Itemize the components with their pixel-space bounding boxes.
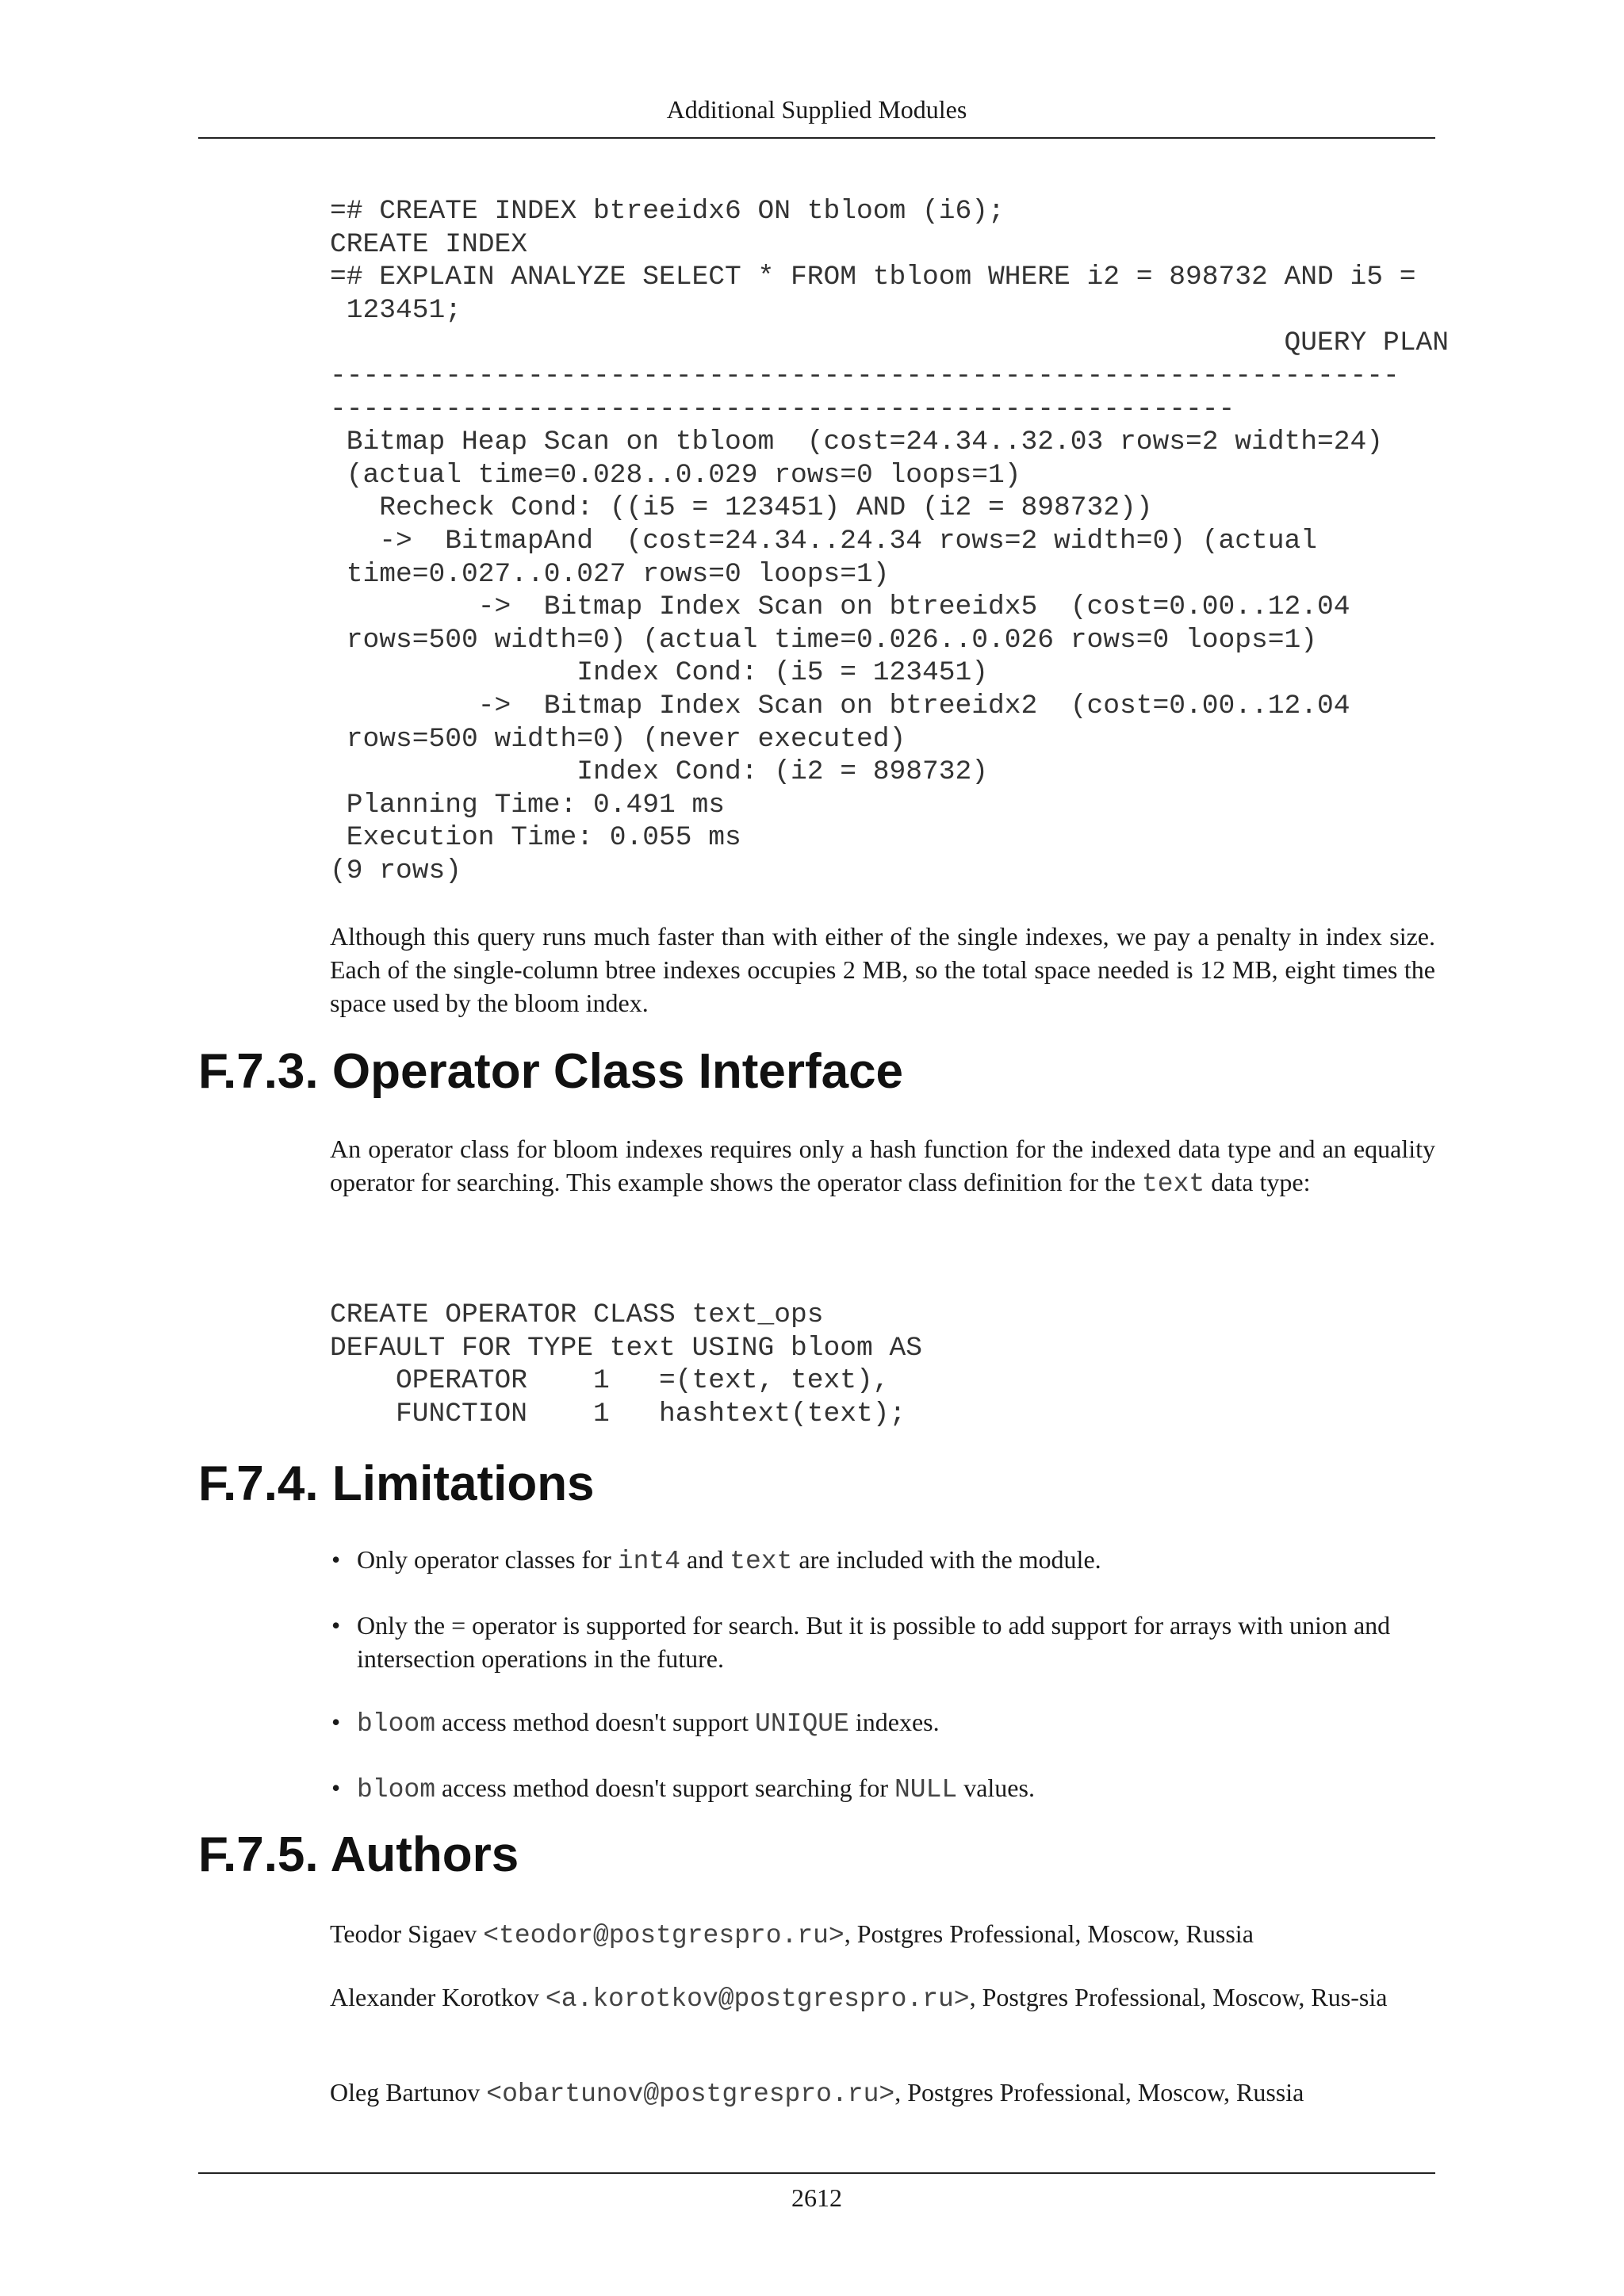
create-operator-class-code-block: CREATE OPERATOR CLASS text_ops DEFAULT FOR TYPE text USING bloom AS OPERATOR 1 =(text, text), FUNCTION 1 hashtext(text); xyxy=(330,1299,923,1429)
list-item xyxy=(330,1543,1435,1578)
page-number: 2612 xyxy=(791,2183,842,2212)
limitation-3-text-a: access method doesn't support xyxy=(435,1708,756,1736)
limitation-4-text-b: values. xyxy=(957,1774,1035,1802)
author-entry-sigaev xyxy=(330,1917,1435,1953)
author-affiliation: , Postgres Professional, Moscow, Russia xyxy=(894,2078,1304,2107)
limitation-3-code-unique: UNIQUE xyxy=(755,1709,849,1739)
limitation-4-text-a: access method doesn't support searching for xyxy=(435,1774,894,1802)
list-item xyxy=(330,1705,1435,1741)
limitation-1-code-text: text xyxy=(730,1547,793,1576)
author-name: Alexander Korotkov xyxy=(330,1983,546,2011)
limitation-1-code-int4: int4 xyxy=(617,1547,680,1576)
bullet-icon: • xyxy=(331,1545,341,1574)
footer-divider xyxy=(198,2172,1435,2174)
opclass-text-after: data type: xyxy=(1205,1168,1311,1196)
author-affiliation: , Postgres Professional, Moscow, Russia xyxy=(844,1919,1254,1948)
section-heading-limitations: F.7.4. Limitations xyxy=(198,1456,595,1511)
author-name: Oleg Bartunov xyxy=(330,2078,487,2107)
operator-class-paragraph xyxy=(330,1132,1435,1201)
limitation-2-text: Only the = operator is supported for search. But it is possible to add support for arrays with union and intersection operations in the future. xyxy=(357,1611,1391,1673)
limitation-3-text-b: indexes. xyxy=(848,1708,940,1736)
limitation-4-code-bloom: bloom xyxy=(357,1775,436,1804)
page-header-title: Additional Supplied Modules xyxy=(666,95,967,124)
limitation-1-text-a: Only operator classes for xyxy=(357,1545,618,1574)
author-entry-korotkov xyxy=(330,1980,1435,2016)
bullet-icon: • xyxy=(331,1708,341,1736)
opclass-code-text: text xyxy=(1141,1169,1205,1199)
author-email: <obartunov@postgrespro.ru> xyxy=(486,2080,895,2109)
list-item xyxy=(330,1771,1435,1807)
limitation-1-text-c: are included with the module. xyxy=(792,1545,1101,1574)
opclass-text-before: An operator class for bloom indexes requires only a hash function for the indexed data type and an equality operator for searching. This example shows the operator class definition for the xyxy=(330,1135,1435,1196)
author-affiliation: , Postgres Professional, Moscow, Rus-sia xyxy=(969,1983,1388,2011)
limitation-1-text-b: and xyxy=(680,1545,730,1574)
list-item xyxy=(330,1609,1435,1675)
section-heading-operator-class: F.7.3. Operator Class Interface xyxy=(198,1044,904,1099)
header-divider xyxy=(198,137,1435,139)
bullet-icon: • xyxy=(331,1774,341,1802)
limitation-4-code-null: NULL xyxy=(894,1775,958,1804)
bullet-icon: • xyxy=(331,1611,341,1640)
explain-analyze-code-block: =# CREATE INDEX btreeidx6 ON tbloom (i6); CREATE INDEX =# EXPLAIN ANALYZE SELECT * FROM tbloom WHERE i2 = 898732 AND i5 = 123451; QUERY PLAN ----------------------------------------------------------------- ------------------------------------------------------- Bitmap Heap Scan on tbloom (cost=24.34..32.03 rows=2 width=24) (actual time=0.028..0.029 rows=0 loops=1) Recheck Cond: ((i5 = 123451) AND (i2 = 898732)) -> BitmapAnd (cost=24.34..24.34 rows=2 width=0) (actual time=0.027..0.027 rows=0 loops=1) -> Bitmap Index Scan on btreeidx5 (cost=0.00..12.04 rows=500 width=0) (actual time=0.026..0.026 rows=0 loops=1) Index Cond: (i5 = 123451) -> Bitmap Index Scan on btreeidx2 (cost=0.00..12.04 rows=500 width=0) (never executed) Index Cond: (i2 = 898732) Planning Time: 0.491 ms Execution Time: 0.055 ms (9 rows) xyxy=(330,196,1450,886)
author-name: Teodor Sigaev xyxy=(330,1919,484,1948)
author-email: <a.korotkov@postgrespro.ru> xyxy=(545,1984,970,2014)
index-size-paragraph: Although this query runs much faster than with either of the single indexes, we pay a penalty in index size. Each of the single-column btree indexes occupies 2 MB, so the total space needed is 12 MB, eight times the space used by the bloom index. xyxy=(330,922,1435,1017)
section-heading-authors: F.7.5. Authors xyxy=(198,1827,519,1882)
limitations-list xyxy=(330,1543,1435,1837)
author-email: <teodor@postgrespro.ru> xyxy=(483,1921,845,1950)
author-entry-bartunov xyxy=(330,2076,1435,2111)
limitation-3-code-bloom: bloom xyxy=(357,1709,436,1739)
